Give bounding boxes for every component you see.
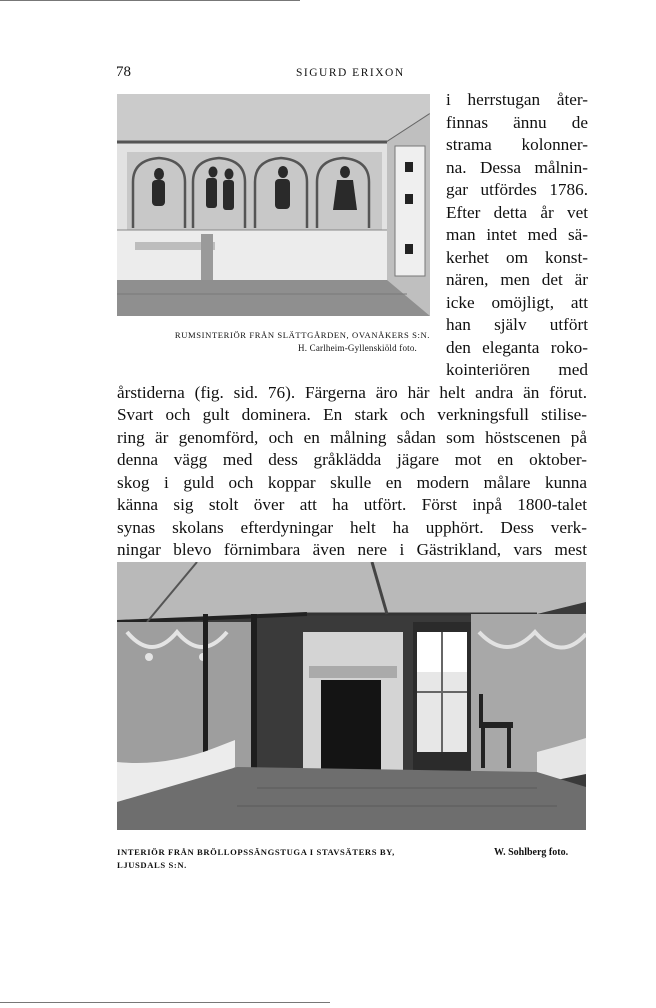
figure-1-photo-credit: H. Carlheim-Gyllenskiöld foto. [298, 343, 417, 353]
body-text-line: känna sig stolt över att ha utfört. Först inpå 1800-talet [117, 495, 587, 514]
page-number: 78 [116, 64, 131, 80]
body-text-line: ningar blevo förnimbara även nere i Gästrikland, vars mest [117, 540, 587, 559]
figure-2-caption: INTERIÖR FRÅN BRÖLLOPSSÄNGSTUGA I STAVSÄTERS BY, [117, 847, 395, 857]
side-text-line: icke omöjligt, att [446, 293, 588, 312]
figure-2-caption-location: LJUSDALS S:N. [117, 860, 187, 870]
side-text-line: han själv utfört [446, 315, 588, 334]
side-text-line: finnas ännu de [446, 113, 588, 132]
body-text-line: denna vägg med dess gråklädda jägare mot en oktober- [117, 450, 587, 469]
side-text-line: gar utfördes 1786. [446, 180, 588, 199]
body-text-line: ring är genomförd, och en målning sådan som höstscenen på [117, 428, 587, 447]
figure-2-photo [117, 562, 586, 830]
side-text-line: man intet med sä- [446, 225, 588, 244]
side-text-line: strama kolonner- [446, 135, 588, 154]
body-text-line: skog i guld och koppar skulle en modern målare kunna [117, 473, 587, 492]
side-text-line: i herrstugan åter- [446, 90, 588, 109]
side-text-line: kointeriören med [446, 360, 588, 379]
figure-1-photo [117, 94, 430, 316]
bottom-rule [0, 1002, 330, 1003]
figure-2-photo-credit: W. Sohlberg foto. [494, 847, 569, 858]
side-text-line: nären, men det är [446, 270, 588, 289]
running-head: SIGURD ERIXON [296, 67, 405, 79]
side-text-line: na. Dessa målnin- [446, 158, 588, 177]
body-text-line: Svart och gult dominera. En stark och verkningsfull stilise- [117, 405, 587, 424]
side-text-line: Efter detta år vet [446, 203, 588, 222]
figure-1-caption: RUMSINTERIÖR FRÅN SLÄTTGÅRDEN, OVANÅKERS S:N. [174, 330, 430, 340]
body-text-line: årstiderna (fig. sid. 76). Färgerna äro här helt andra än förut. [117, 383, 587, 402]
side-text-line: den eleganta roko- [446, 338, 588, 357]
side-text-line: kerhet om konst- [446, 248, 588, 267]
top-rule [0, 0, 300, 1]
body-text-line: synas skolans efterdyningar helt ha upphört. Dess verk- [117, 518, 587, 537]
